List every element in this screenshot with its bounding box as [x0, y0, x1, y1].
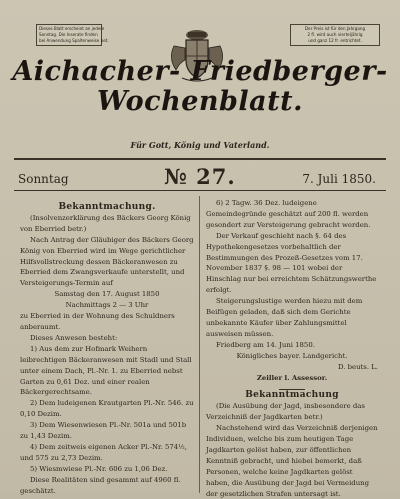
property-item: 2) Dem ludeigenen Krautgarten Pl.-Nr. 546. zu 0,10 Dezim. — [20, 399, 194, 419]
notice-paragraph: Steigerungslustige werden hiezu mit dem Beifügen geladen, daß sich dem Gerichte unbekannte Käufer über Zahlungsmittel ausweisen müssen. — [206, 297, 363, 338]
court-sign: D. beuts. L. — [337, 362, 378, 371]
notice-paragraph: Nachstehend wird das Verzeichniß derjenigen Individuen, welche bis zum heutigen Tage Jagdkarten gelöst haben, zur öffentlichen Kenntniß gebracht, und hiebei bemerkt, daß Personen, welche keine Jagdkarten gelöst haben, die Ausübung der Jagd bei Vermeidung der gesetzlichen Strafen untersagt ist. — [206, 424, 378, 498]
signatory: Zeiller l. Assessor. — [256, 373, 328, 382]
right-column — [206, 198, 378, 499]
price-note: Der Preis ist für den Jahrgang 2 fl. wird auch vierteljährig und ganz 12 fr. entrichtet. — [290, 24, 380, 46]
notice-paragraph: Der Verkauf geschieht nach §. 64 des Hypothekengesetzes vorbehaltlich der Bestimmungen des Prozeß-Gesetzes vom 17. November 1837 §. 98 — 101 wobei der Hinschlag nur bei erreichtem Schätzungswerthe erfolgt. — [206, 231, 377, 295]
property-item: 6) 2 Tagw. 36 Dez. ludeigene Gemeindegründe geschätzt auf 200 fl. werden gesondert zur Versteigerung gebracht werden. — [206, 199, 371, 229]
property-item: 3) Dem Wiesenwiesen Pl.-Nr. 501a und 501b zu 1,43 Dezim. — [20, 421, 187, 441]
notice-heading: Bekanntmachung — [245, 390, 339, 401]
auction-time: Nachmittags 2 — 3 Uhr — [65, 301, 149, 310]
column-divider — [199, 196, 200, 493]
left-column — [20, 198, 194, 496]
notice-paragraph: Nach Antrag der Gläubiger des Bäckers Georg König von Eberried wird im Wege gerichtlicher Hilfsvollstreckung dessen Bäckeranwesen zu Eberried dem Zwangsverkaufe unterstellt, und Versteigerungs-Termin auf — [20, 235, 194, 288]
issue-date: 7. Juli 1850. — [302, 172, 376, 186]
notice-paragraph: Dieses Anwesen besteht: — [30, 333, 118, 342]
property-item: 4) Dem zeitweis eigenen Acker Pl.-Nr. 574½, und 575 zu 2,73 Dezim. — [20, 442, 187, 462]
notice-subhead: (Insolvenzerklärung des Bäckers Georg König von Eberried betr.) — [20, 213, 191, 233]
property-item: 1) Aus dem zur Hofmark Weihern leibrechtigen Bäckeranwesen mit Stadl und Stall unter einem Dach, Pl.-Nr. 1. zu Eberried nebst Garten zu 0,61 Dez. und einer realen Bäckergerechtsame. — [20, 344, 192, 397]
property-item: 5) Wiesmwiese Pl.-Nr. 606 zu 1,06 Dez. — [30, 464, 168, 473]
header-rule — [14, 158, 386, 160]
auction-date: Samstag den 17. August 1850 — [54, 290, 160, 299]
issue-number: № 27. — [164, 164, 236, 189]
court-name: Königliches bayer. Landgericht. — [236, 351, 348, 360]
notice-date: Friedberg am 14. Juni 1850. — [216, 340, 315, 349]
newspaper-title: Aichacher- Friedberger- — [12, 56, 388, 87]
subscription-note: Dieses Blatt erscheint an jedem Sonntag. Die Inserate finden bei Anwendung Spaltenweise bet. — [36, 24, 102, 46]
notice-heading: Bekanntmachung. — [58, 202, 156, 212]
notice-paragraph: Diese Realitäten sind gesammt auf 4960 fl. geschätzt. — [20, 475, 181, 495]
motto: Für Gott, König und Vaterland. — [130, 140, 270, 150]
dateline — [14, 164, 386, 188]
weekday: Sonntag — [18, 172, 69, 186]
notice-paragraph: zu Eberried in der Wohnung des Schuldners anberaumt. — [20, 312, 175, 331]
newspaper-title-line2: Wochenblatt. — [97, 86, 303, 117]
dateline-rule — [14, 190, 386, 191]
notice-subhead: (Die Ausübung der Jagd, insbesondere das Verzeichniß der Jagdkarten betr.) — [206, 402, 365, 422]
